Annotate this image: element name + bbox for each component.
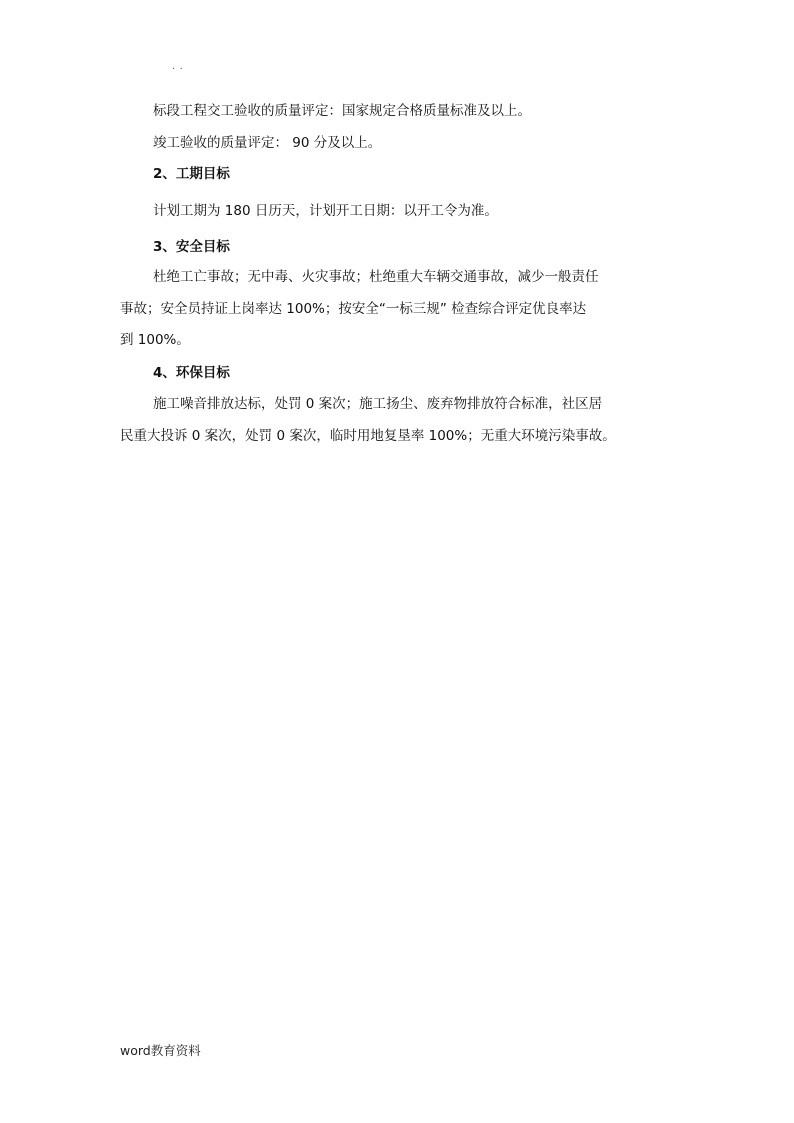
- paragraph-safety-line3: 到 100%。: [120, 332, 190, 348]
- header-dots: . .: [172, 62, 184, 72]
- paragraph-completion-quality: 竣工验收的质量评定： 90 分及以上。: [153, 135, 382, 151]
- heading-schedule-goal: 2、工期目标: [153, 166, 230, 182]
- heading-safety-goal: 3、安全目标: [153, 239, 230, 255]
- footer-watermark: word教育资料: [120, 1043, 201, 1058]
- paragraph-environment-line2: 民重大投诉 0 案次，处罚 0 案次，临时用地复垦率 100%；无重大环境污染事故。: [120, 428, 616, 444]
- paragraph-environment-line1: 施工噪音排放达标，处罚 0 案次；施工扬尘、废弃物排放符合标准，社区居: [153, 396, 603, 412]
- paragraph-schedule: 计划工期为 180 日历天，计划开工日期：以开工令为准。: [153, 203, 498, 219]
- paragraph-safety-line1: 杜绝工亡事故；无中毒、火灾事故；杜绝重大车辆交通事故，减少一般责任: [153, 269, 599, 285]
- heading-environment-goal: 4、环保目标: [153, 365, 230, 381]
- paragraph-acceptance-quality: 标段工程交工验收的质量评定：国家规定合格质量标准及以上。: [153, 103, 531, 119]
- paragraph-safety-line2: 事故；安全员持证上岗率达 100%；按安全“一标三规” 检查综合评定优良率达: [120, 301, 587, 317]
